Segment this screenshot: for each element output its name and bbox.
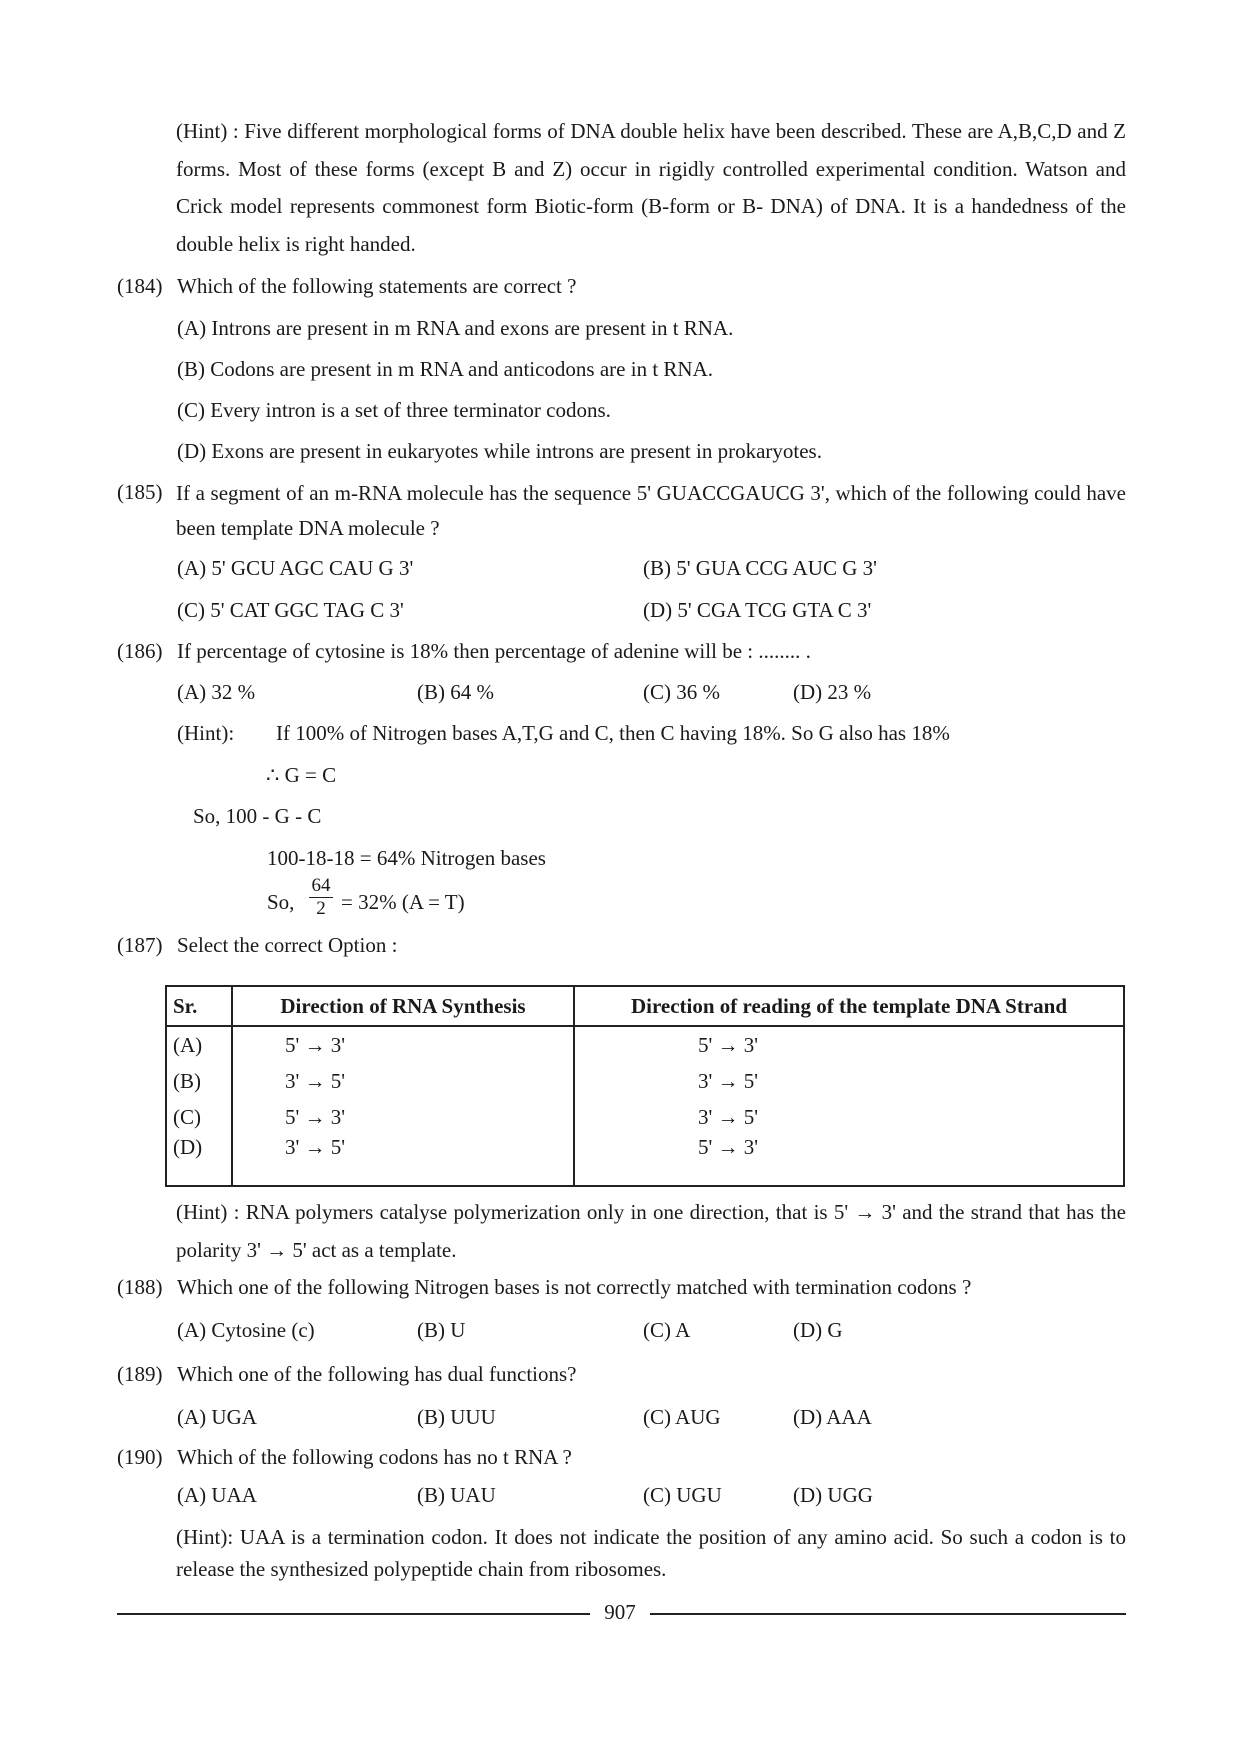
q190-hint: (Hint): UAA is a termination codon. It does not indicate the position of any amino acid. So such a codon is to release the synthesized polypeptide chain from ribosomes. xyxy=(176,1525,1126,1581)
q188-number: (188) xyxy=(117,1275,163,1299)
q189-option-d: (D) AAA xyxy=(793,1405,872,1429)
q185-option-a: (A) 5' GCU AGC CAU G 3' xyxy=(177,556,414,580)
q190-option-d: (D) UGG xyxy=(793,1483,873,1507)
header-template-reading: Direction of reading of the template DNA Strand xyxy=(574,986,1124,1026)
header-rna-synthesis: Direction of RNA Synthesis xyxy=(232,986,574,1026)
row-c-sr: (C) xyxy=(166,1099,232,1135)
header-sr: Sr. xyxy=(166,986,232,1026)
q190-option-a: (A) UAA xyxy=(177,1483,257,1507)
fraction xyxy=(309,875,333,920)
footer-rule-right xyxy=(650,1613,1126,1615)
q186-option-d: (D) 23 % xyxy=(793,680,872,704)
q187-text: Select the correct Option : xyxy=(177,933,398,957)
q190-option-b: (B) UAU xyxy=(417,1483,496,1507)
q187-number: (187) xyxy=(117,933,163,957)
q186-step-3: 100-18-18 = 64% Nitrogen bases xyxy=(267,846,546,870)
q186-hint-label: (Hint): xyxy=(177,721,235,745)
row-b-reading: 3' → 5' xyxy=(574,1063,1124,1099)
row-b-sr: (B) xyxy=(166,1063,232,1099)
q190-option-c: (C) UGU xyxy=(643,1483,722,1507)
q188-text: Which one of the following Nitrogen bases is not correctly matched with termination codons ? xyxy=(177,1275,972,1299)
q184-text: Which of the following statements are correct ? xyxy=(177,274,577,298)
q185-option-b: (B) 5' GUA CCG AUC G 3' xyxy=(643,556,877,580)
fraction-numerator: 64 xyxy=(311,875,331,896)
row-d-synthesis: 3' → 5' xyxy=(232,1135,574,1186)
footer-rule-left xyxy=(117,1613,590,1615)
q188-option-c: (C) A xyxy=(643,1318,691,1342)
q184-option-a: (A) Introns are present in m RNA and exons are present in t RNA. xyxy=(177,316,734,340)
q190-number: (190) xyxy=(117,1445,163,1469)
q185-text: If a segment of an m-RNA molecule has the sequence 5' GUACCGAUCG 3', which of the following could have been template DNA molecule ? xyxy=(176,481,1126,540)
q189-option-c: (C) AUG xyxy=(643,1405,721,1429)
q186-step-4-prefix: So, xyxy=(267,890,295,914)
row-c-reading: 3' → 5' xyxy=(574,1099,1124,1135)
row-d-reading: 5' → 3' xyxy=(574,1135,1124,1186)
q189-number: (189) xyxy=(117,1362,163,1386)
q184-option-c: (C) Every intron is a set of three terminator codons. xyxy=(177,398,611,422)
row-a-synthesis: 5' → 3' xyxy=(232,1026,574,1063)
q187-hint: (Hint) : RNA polymers catalyse polymerization only in one direction, that is 5' → 3' and the strand that has the polarity 3' → 5' act as a template. xyxy=(176,1200,1126,1262)
q186-option-c: (C) 36 % xyxy=(643,680,720,704)
q188-option-b: (B) U xyxy=(417,1318,466,1342)
fraction-denominator: 2 xyxy=(309,897,333,920)
row-a-sr: (A) xyxy=(166,1026,232,1063)
q189-option-a: (A) UGA xyxy=(177,1405,257,1429)
q188-option-a: (A) Cytosine (c) xyxy=(177,1318,315,1342)
row-a-reading: 5' → 3' xyxy=(574,1026,1124,1063)
table-row xyxy=(166,1026,1124,1063)
table-row xyxy=(166,1135,1124,1186)
table-row xyxy=(166,1099,1124,1135)
q186-option-a: (A) 32 % xyxy=(177,680,256,704)
q188-option-d: (D) G xyxy=(793,1318,843,1342)
q189-text: Which one of the following has dual functions? xyxy=(177,1362,577,1386)
intro-hint: (Hint) : Five different morphological forms of DNA double helix have been described. These are A,B,C,D and Z forms. Most of these forms (except B and Z) occur in rigidly controlled experimental condition. Watson and Crick model represents commonest form Biotic-form (B-form or B- DNA) of DNA. It is a handedness of the double helix is right handed. xyxy=(176,119,1126,256)
q189-option-b: (B) UUU xyxy=(417,1405,496,1429)
q185-option-c: (C) 5' CAT GGC TAG C 3' xyxy=(177,598,404,622)
q185-option-d: (D) 5' CGA TCG GTA C 3' xyxy=(643,598,872,622)
direction-table xyxy=(165,985,1125,1187)
q184-option-b: (B) Codons are present in m RNA and anticodons are in t RNA. xyxy=(177,357,713,381)
q184-option-d: (D) Exons are present in eukaryotes while introns are present in prokaryotes. xyxy=(177,439,822,463)
row-b-synthesis: 3' → 5' xyxy=(232,1063,574,1099)
page-number: 907 xyxy=(604,1600,636,1624)
row-c-synthesis: 5' → 3' xyxy=(232,1099,574,1135)
q185-number: (185) xyxy=(117,480,163,504)
q190-text: Which of the following codons has no t RNA ? xyxy=(177,1445,572,1469)
q186-step-1: ∴ G = C xyxy=(266,763,337,787)
q186-step-4-suffix: = 32% (A = T) xyxy=(341,890,465,914)
q186-option-b: (B) 64 % xyxy=(417,680,494,704)
q186-number: (186) xyxy=(117,639,163,663)
table-header-row xyxy=(166,986,1124,1026)
q184-number: (184) xyxy=(117,274,163,298)
q186-text: If percentage of cytosine is 18% then percentage of adenine will be : ........ . xyxy=(177,639,811,663)
q186-step-2: So, 100 - G - C xyxy=(193,804,322,828)
row-d-sr: (D) xyxy=(166,1135,232,1186)
table-row xyxy=(166,1063,1124,1099)
q186-hint-text: If 100% of Nitrogen bases A,T,G and C, then C having 18%. So G also has 18% xyxy=(276,721,950,745)
